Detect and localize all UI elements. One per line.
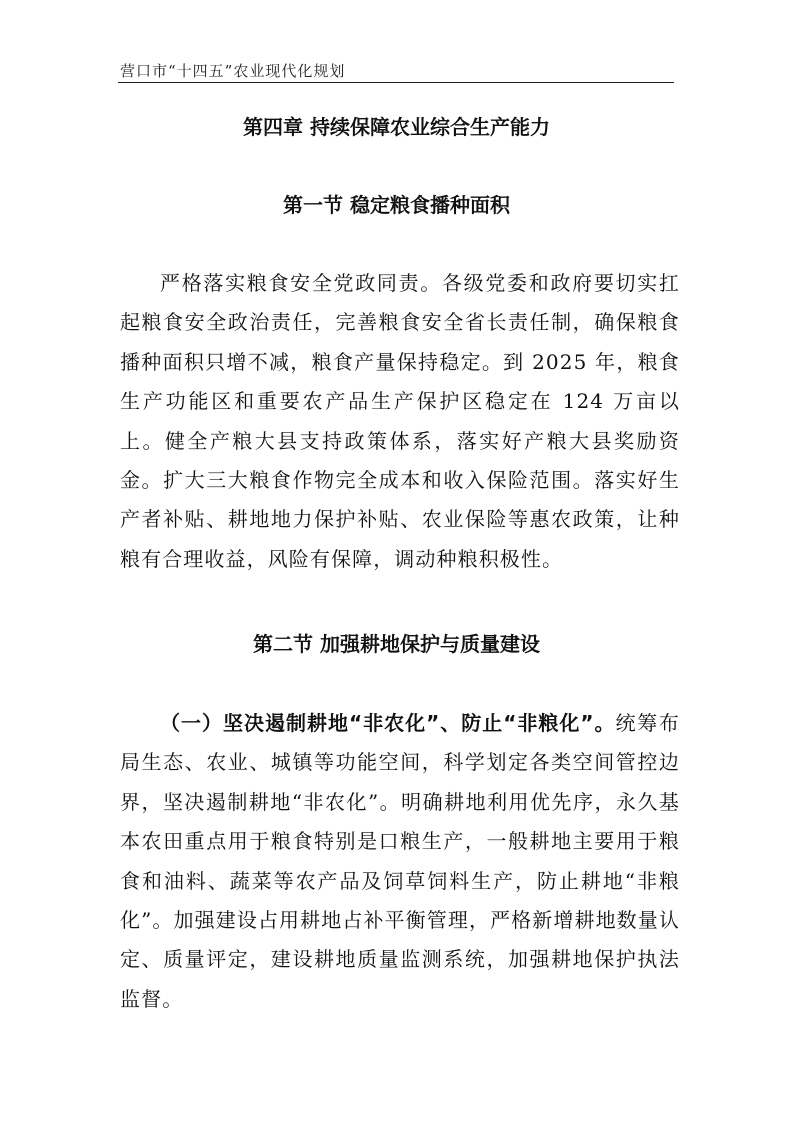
header-rule xyxy=(118,82,674,83)
section-1-body: 严格落实粮食安全党政同责。各级党委和政府要切实扛起粮食安全政治责任，完善粮食安全省长责任制，确保粮食播种面积只增不减，粮食产量保持稳定。到 2025 年，粮食生产功能区和重要农产品生产保护区稳定在 124 万亩以上。健全产粮大县支持政策体系，落实好产粮大县奖励资金。扩大三大粮食作物完全成本和收入保险范围。落实好生产者补贴、耕地地力保护补贴、农业保险等惠农政策，让种粮有合理收益，风险有保障，调动种粮积极性。 xyxy=(120,271,680,571)
section-title-2: 第二节 加强耕地保护与质量建设 xyxy=(253,632,540,656)
running-header: 营口市“十四五”农业现代化规划 xyxy=(120,62,346,80)
section-2-lead: （一）坚决遏制耕地“非农化”、防止“非粮化”。 xyxy=(160,711,616,735)
section-title-1: 第一节 稳定粮食播种面积 xyxy=(283,193,510,217)
section-2-body: 统筹布局生态、农业、城镇等功能空间，科学划定各类空间管控边界，坚决遏制耕地“非农化”。明确耕地利用优先序，永久基本农田重点用于粮食特别是口粮生产，一般耕地主要用于粮食和油料、蔬菜等农产品及饲草饲料生产，防止耕地“非粮化”。加强建设占用耕地占补平衡管理，严格新增耕地数量认定、质量评定，建设耕地质量监测系统，加强耕地保护执法监督。 xyxy=(120,711,680,1011)
section-1-paragraph xyxy=(120,264,680,579)
chapter-title: 第四章 持续保障农业综合生产能力 xyxy=(243,115,550,139)
section-2-paragraph xyxy=(120,704,680,1019)
